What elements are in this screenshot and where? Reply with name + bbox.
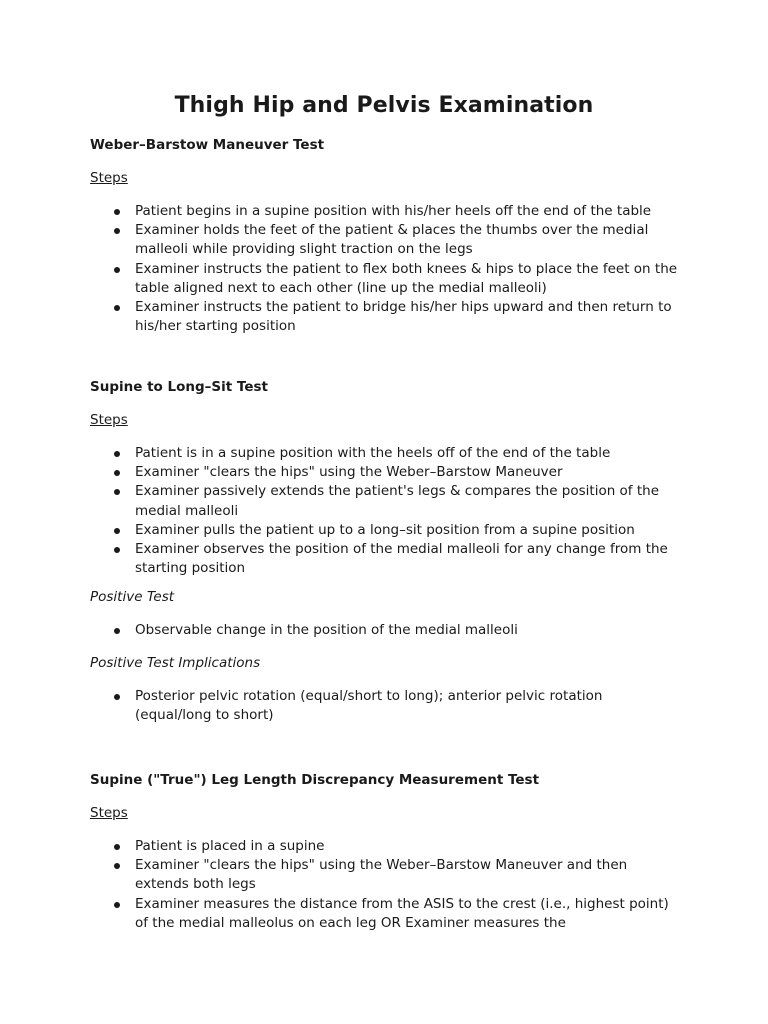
- section-true-leg-length: [90, 771, 690, 933]
- bullet-icon: [114, 209, 120, 215]
- steps-list: [90, 202, 690, 336]
- list-item: Posterior pelvic rotation (equal/short to long); anterior pelvic rotation (equal/long to short): [90, 687, 680, 725]
- list-item: Observable change in the position of the medial malleoli: [90, 621, 680, 640]
- section-supine-long-sit: [90, 378, 690, 578]
- list-item: Examiner "clears the hips" using the Weber–Barstow Maneuver: [90, 463, 680, 482]
- steps-list: [90, 444, 690, 578]
- list-item: Examiner observes the position of the medial malleoli for any change from the starting position: [90, 540, 680, 578]
- list-item: Examiner pulls the patient up to a long–sit position from a supine position: [90, 521, 680, 540]
- section-heading: Weber–Barstow Maneuver Test: [90, 137, 325, 153]
- bullet-icon: [114, 228, 120, 234]
- list-item: Examiner "clears the hips" using the Weber–Barstow Maneuver and then extends both legs: [90, 856, 680, 894]
- steps-label: Steps: [90, 170, 128, 186]
- list-item: Examiner measures the distance from the ASIS to the crest (i.e., highest point) of the medial malleolus on each leg OR Examiner measures the: [90, 895, 680, 933]
- bullet-icon: [114, 470, 120, 476]
- steps-label: Steps: [90, 412, 128, 428]
- bullet-icon: [114, 528, 120, 534]
- list-item: Patient is in a supine position with the heels off of the end of the table: [90, 444, 680, 463]
- positive-test-implications-block: [90, 654, 690, 725]
- list-item: Examiner instructs the patient to bridge his/her hips upward and then return to his/her starting position: [90, 298, 680, 336]
- section-heading: Supine to Long–Sit Test: [90, 379, 268, 395]
- list-item: Patient is placed in a supine: [90, 837, 680, 856]
- steps-list: [90, 837, 690, 933]
- bullet-icon: [114, 863, 120, 869]
- bullet-icon: [114, 547, 120, 553]
- list-item: Examiner instructs the patient to flex both knees & hips to place the feet on the table aligned next to each other (line up the medial malleoli): [90, 260, 680, 298]
- bullet-icon: [114, 305, 120, 311]
- section-weber-barstow: [90, 136, 690, 336]
- page-title: Thigh Hip and Pelvis Examination: [174, 93, 594, 118]
- positive-test-block: [90, 588, 690, 640]
- positive-test-implications-label: Positive Test Implications: [90, 655, 261, 671]
- list-item: Examiner holds the feet of the patient & places the thumbs over the medial malleoli while providing slight traction on the legs: [90, 221, 680, 259]
- implications-list: [90, 687, 690, 725]
- list-item: Patient begins in a supine position with his/her heels off the end of the table: [90, 202, 680, 221]
- section-heading: Supine ("True") Leg Length Discrepancy Measurement Test: [90, 772, 540, 788]
- positive-test-list: [90, 621, 690, 640]
- bullet-icon: [114, 694, 120, 700]
- bullet-icon: [114, 902, 120, 908]
- bullet-icon: [114, 844, 120, 850]
- positive-test-label: Positive Test: [90, 589, 175, 605]
- list-item: Examiner passively extends the patient's legs & compares the position of the medial malleoli: [90, 482, 680, 520]
- bullet-icon: [114, 489, 120, 495]
- bullet-icon: [114, 628, 120, 634]
- bullet-icon: [114, 267, 120, 273]
- bullet-icon: [114, 451, 120, 457]
- steps-label: Steps: [90, 805, 128, 821]
